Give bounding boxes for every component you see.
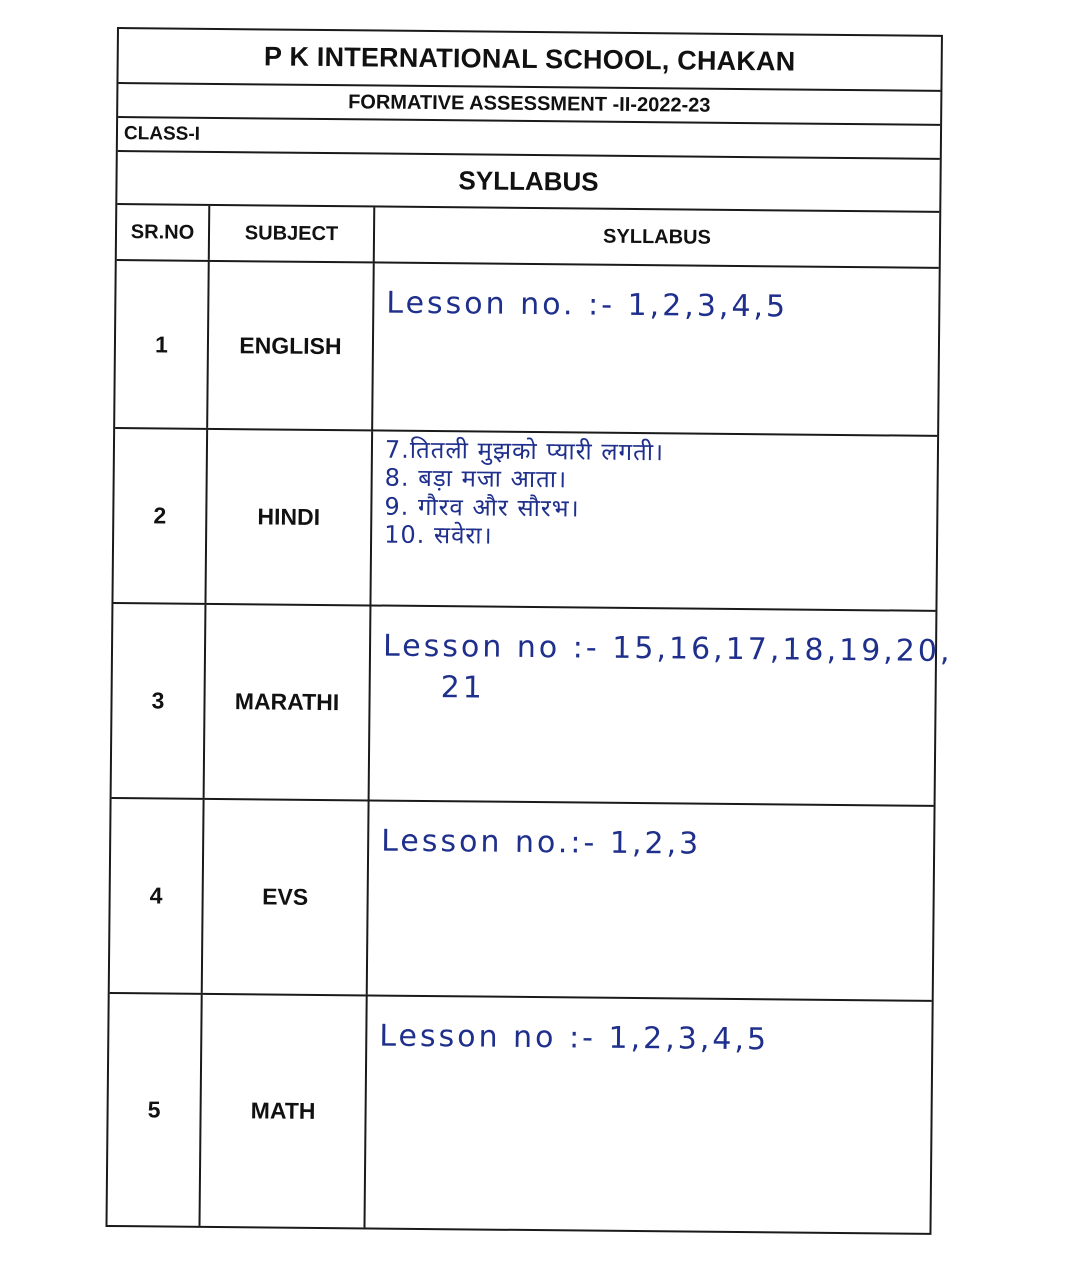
- exam-title: FORMATIVE ASSESSMENT -II-2022-23: [118, 84, 940, 126]
- handwritten-syllabus: Lesson no. :- 1,2,3,4,5: [386, 285, 789, 325]
- column-header-subject: SUBJECT: [210, 206, 376, 262]
- table-row: [113, 429, 937, 612]
- sr-no-cell: 5: [108, 994, 203, 1226]
- syllabus-cell: [371, 431, 937, 609]
- handwritten-syllabus: Lesson no.:- 1,2,3: [381, 823, 702, 862]
- hindi-lesson-line: 10. सवेरा।: [384, 520, 493, 550]
- subject-cell: EVS: [203, 800, 370, 995]
- table-row: [115, 261, 939, 437]
- column-header-syllabus: SYLLABUS: [603, 225, 712, 249]
- subject-cell: MARATHI: [205, 605, 372, 800]
- sr-no-cell: 2: [113, 429, 208, 603]
- column-header-srno: SR.NO: [117, 205, 211, 260]
- sr-no-cell: 3: [112, 604, 207, 798]
- subject-cell: HINDI: [206, 430, 373, 605]
- hindi-lesson-line: 9. गौरव और सौरभ।: [384, 492, 580, 523]
- section-title: SYLLABUS: [117, 152, 939, 213]
- handwritten-syllabus: [372, 431, 664, 551]
- subject-cell: ENGLISH: [208, 262, 375, 430]
- marathi-lessons-continued: 21: [440, 669, 486, 706]
- subject-cell: MATH: [200, 995, 367, 1228]
- handwritten-syllabus: [370, 606, 952, 713]
- sr-no-cell: 4: [110, 799, 205, 993]
- table-row: [108, 994, 932, 1233]
- syllabus-cell: [368, 801, 934, 999]
- handwritten-syllabus: Lesson no :- 1,2,3,4,5: [379, 1018, 770, 1058]
- sr-no-cell: 1: [115, 261, 210, 428]
- school-name: P K INTERNATIONAL SCHOOL, CHAKAN: [118, 29, 940, 92]
- hindi-lesson-line: 7.तितली मुझको प्यारी लगती।: [384, 435, 665, 467]
- table-header-row: [117, 205, 939, 269]
- syllabus-cell: [373, 263, 939, 434]
- syllabus-sheet: [105, 27, 953, 1235]
- hindi-lesson-line: 8. बड़ा मजा आता।: [384, 463, 568, 494]
- marathi-lessons: Lesson no :- 15,16,17,18,19,20,: [382, 628, 953, 670]
- class-label: CLASS-I: [118, 118, 940, 160]
- syllabus-cell: [365, 996, 931, 1232]
- table-row: [110, 799, 934, 1002]
- syllabus-cell: [370, 606, 953, 804]
- table-row: [112, 604, 953, 807]
